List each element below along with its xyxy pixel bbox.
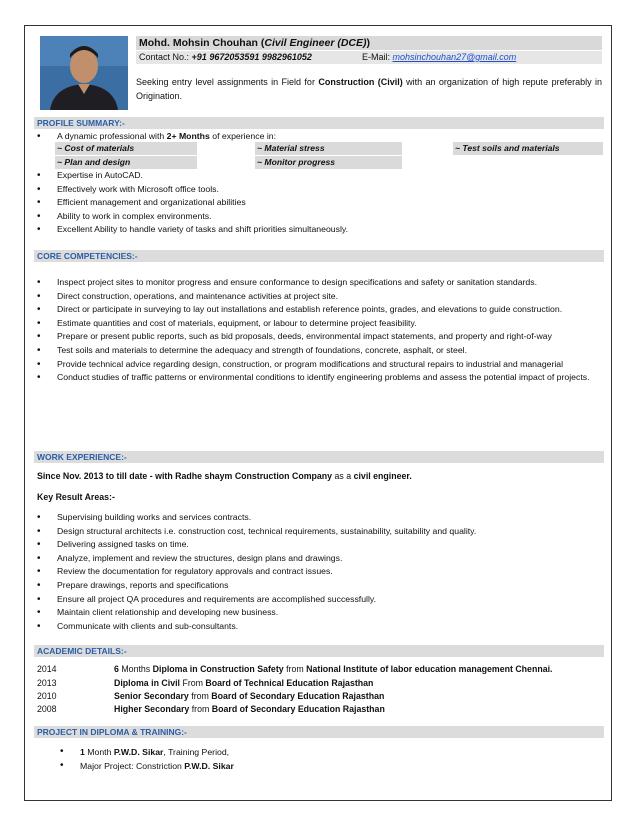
academic-row: 2010 Senior Secondary from Board of Secondary Education Rajasthan xyxy=(37,691,385,701)
email-label: E-Mail: xyxy=(362,52,391,62)
email-link[interactable]: mohsinchouhan27@gmail.com xyxy=(392,52,517,62)
list-item: • Design structural architects i.e. construction cost, technical requirements, sustainability, suitability and quality. xyxy=(34,525,604,539)
list-item: • Inspect project sites to monitor progress and ensure conformance to design specifications and safety or sanitation standards. xyxy=(34,276,604,290)
list-item: • Review the documentation for regulatory approvals and contract issues. xyxy=(34,565,604,579)
profile-summary-heading: PROFILE SUMMARY:- xyxy=(34,117,604,129)
experience-line: Since Nov. 2013 to till date - with Radhe shaym Construction Company as a civil engineer. xyxy=(37,471,412,481)
resume-page xyxy=(24,25,612,801)
list-item: • Test soils and materials to determine the adequacy and strength of foundations, concrete, asphalt, or steel. xyxy=(34,344,604,358)
objective-field: Construction (Civil) xyxy=(318,77,403,87)
list-item: • Conduct studies of traffic patterns or environmental conditions to identify engineering problems and assess the potential impact of projects. xyxy=(34,371,604,385)
list-item: • Direct or participate in surveying to lay out installations and establish reference points, grades, and elevations to guide construction. xyxy=(34,303,604,317)
profile-summary-list-2 xyxy=(34,169,604,237)
contact-bar xyxy=(136,51,602,64)
career-objective xyxy=(136,76,602,103)
academic-details-heading: ACADEMIC DETAILS:- xyxy=(34,645,604,657)
list-item: • Analyze, implement and review the structures, design plans and drawings. xyxy=(34,552,604,566)
list-item: • Effectively work with Microsoft office tools. xyxy=(34,183,604,197)
academic-row: 2013 Diploma in Civil From Board of Technical Education Rajasthan xyxy=(37,678,374,688)
profile-photo xyxy=(40,36,128,110)
list-item: • Provide technical advice regarding design, construction, or program modifications and structural repairs to industrial and managerial xyxy=(34,358,604,372)
objective-text-pre: Seeking entry level assignments in Field for xyxy=(136,77,319,87)
project-heading: PROJECT IN DIPLOMA & TRAINING:- xyxy=(34,726,604,738)
work-experience-heading: WORK EXPERIENCE:- xyxy=(34,451,604,463)
phone-numbers: +91 9672053591 9982961052 xyxy=(191,52,312,62)
skill-cell: ~ Material stress xyxy=(255,142,402,155)
key-result-list xyxy=(34,511,604,633)
list-item: • Ability to work in complex environments. xyxy=(34,210,604,224)
academic-row: 2008 Higher Secondary from Board of Secondary Education Rajasthan xyxy=(37,704,385,714)
skill-cell: ~ Cost of materials xyxy=(55,142,197,155)
objective-text-post: with an organization of high repute preferably in Origination. xyxy=(136,77,602,101)
list-item: • Maintain client relationship and developing new business. xyxy=(34,606,604,620)
key-result-areas-heading: Key Result Areas:- xyxy=(37,492,115,502)
name-close: ) xyxy=(366,37,370,49)
list-item: • Ensure all project QA procedures and requirements are accomplished successfully. xyxy=(34,593,604,607)
list-item: • Major Project: Constriction P.W.D. Sikar xyxy=(57,759,597,773)
skill-cell: ~ Monitor progress xyxy=(255,156,402,169)
list-item: • Efficient management and organizational abilities xyxy=(34,196,604,210)
list-item: • A dynamic professional with 2+ Months of experience in: xyxy=(34,130,604,144)
list-item: • Excellent Ability to handle variety of tasks and shift priorities simultaneously. xyxy=(34,223,604,237)
candidate-name: Mohd. Mohsin Chouhan ( xyxy=(139,37,265,49)
list-item: • Communicate with clients and sub-consultants. xyxy=(34,620,604,634)
academic-row: 2014 6 Months Diploma in Construction Safety from National Institute of labor education management Chennai. xyxy=(37,664,553,674)
skill-cell: ~ Test soils and materials xyxy=(453,142,603,155)
candidate-title: Civil Engineer (DCE) xyxy=(264,37,367,49)
contact-label: Contact No.: xyxy=(139,52,190,62)
list-item: • Estimate quantities and cost of materials, equipment, or labour to determine project feasibility. xyxy=(34,317,604,331)
name-bar xyxy=(136,36,602,50)
competencies-list xyxy=(34,276,604,385)
list-item: • Prepare or present public reports, such as bid proposals, deeds, environmental impact statements, and property and right-of-way xyxy=(34,330,604,344)
skill-cell: ~ Plan and design xyxy=(55,156,197,169)
list-item: • 1 Month P.W.D. Sikar, Training Period, xyxy=(57,745,597,759)
list-item: • Delivering assigned tasks on time. xyxy=(34,538,604,552)
list-item: • Expertise in AutoCAD. xyxy=(34,169,604,183)
list-item: • Direct construction, operations, and maintenance activities at project site. xyxy=(34,290,604,304)
project-list xyxy=(57,745,597,773)
list-item: • Prepare drawings, reports and specifications xyxy=(34,579,604,593)
core-competencies-heading: CORE COMPETENCIES:- xyxy=(34,250,604,262)
list-item: • Supervising building works and services contracts. xyxy=(34,511,604,525)
